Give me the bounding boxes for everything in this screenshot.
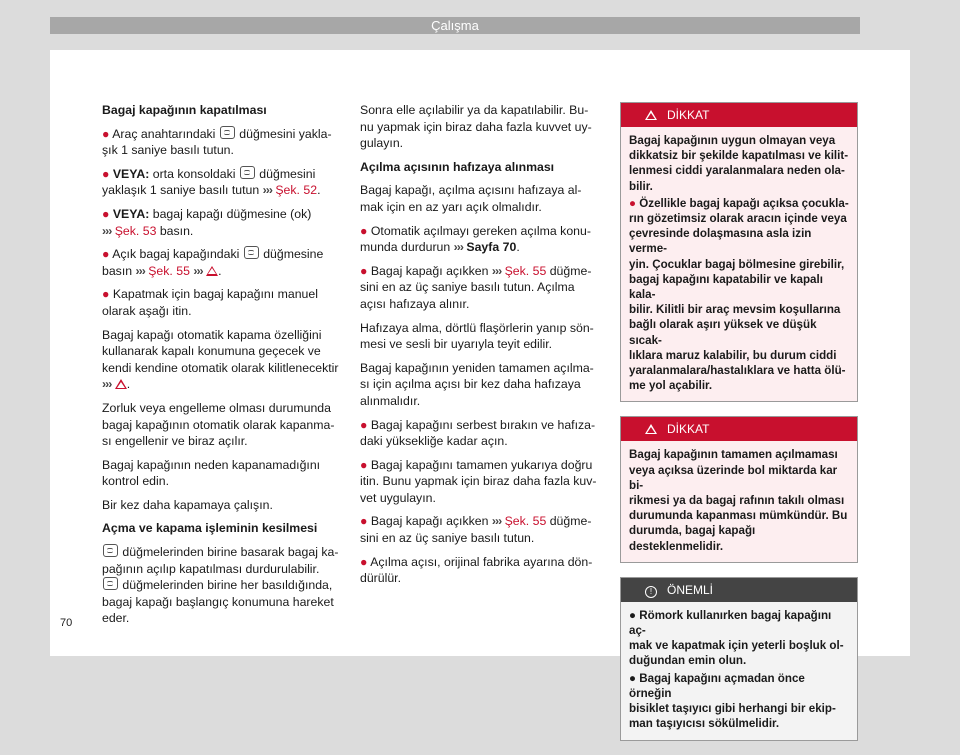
warning-box-header: DİKKAT [621, 417, 857, 441]
warning-box [620, 416, 858, 562]
paragraph: Bagaj kapağının neden kapanamadığını kontrol edin. [102, 457, 321, 489]
figure-link[interactable]: Şek. 55 [504, 263, 547, 278]
paragraph: Hafızaya alma, dörtlü flaşörlerin yanıp sön- mesi ve sesli bir uyarıyla teyit edilir. [360, 320, 594, 352]
paragraph: Bagaj kapağı, açılma açısını hafızaya al- mak için en az yarı açık olmalıdır. [360, 183, 582, 214]
tailgate-button-icon [220, 126, 235, 139]
list-item: ● VEYA: bagaj kapağı düğmesine (ok) ››› Şek. 53 basın. [102, 206, 312, 238]
section-heading: Açma ve kapama işleminin kesilmesi [102, 521, 318, 536]
paragraph: düğmelerinden birine basarak bagaj ka- pağının açılıp kapatılması durdurulabilir. düğmelerinden birine her basıldığında, bagaj kapağı başlangıç konumuna hareket eder. [102, 545, 339, 626]
warning-text: Bagaj kapağının uygun olmayan veya dikkatsiz bir şekilde kapatılması ve kilit- lenmesi ciddi yaralanmalara neden ola- bilir. [629, 134, 849, 193]
list-item: ● VEYA: orta konsoldaki düğmesini yaklaşık 1 saniye basılı tutun ››› Şek. 52. [102, 166, 321, 198]
warning-text: Bagaj kapağının tamamen açılmaması veya açıksa üzerinde bol miktarda kar bi- rikmesi ya da bagaj rafının takılı olması durumunda kapanması mümkündür. Bu durumda, bagaj kapağı desteklenmelidir. [629, 448, 848, 553]
list-item: ● Araç anahtarındaki düğmesini yakla- şık 1 saniye basılı tutun. [102, 126, 332, 158]
list-item: ● Bagaj kapağını açmadan önce örneğin bisiklet taşıyıcı gibi herhangi bir ekip- man taşıyıcısı sökülmelidir. [629, 671, 836, 731]
list-item: ● Otomatik açılmayı gereken açılma konu- munda durdurun ››› Sayfa 70. [360, 223, 591, 255]
warning-box-header: DİKKAT [621, 103, 857, 127]
page-header: Çalışma [50, 17, 860, 34]
paragraph: Zorluk veya engelleme olması durumunda bagaj kapağının otomatik olarak kapanma- sı engellenir ve biraz açılır. [102, 400, 335, 449]
warning-triangle-icon [645, 110, 657, 120]
figure-link[interactable]: Şek. 53 [114, 223, 157, 238]
warning-triangle-icon [645, 424, 657, 434]
figure-link[interactable]: Şek. 55 [504, 514, 547, 529]
page-link[interactable]: Sayfa 70 [466, 240, 517, 255]
paragraph: Bagaj kapağının yeniden tamamen açılma- sı için açılma açısı bir kez daha hafızaya alınmalıdır. [360, 360, 594, 408]
tailgate-button-icon [103, 577, 118, 590]
tailgate-button-icon [244, 246, 259, 259]
info-circle-icon: ! [645, 586, 657, 598]
column-left [102, 102, 348, 627]
figure-link[interactable]: Şek. 52 [275, 183, 318, 198]
section-heading: Bagaj kapağının kapatılması [102, 103, 267, 117]
warning-box [620, 102, 858, 402]
section-heading: Açılma açısının hafızaya alınması [360, 159, 555, 174]
list-item: ● Römork kullanırken bagaj kapağını aç- mak ve kapatmak için yeterli boşluk ol- duğundan emin olun. [629, 608, 844, 668]
list-item: ● Bagaj kapağını tamamen yukarıya doğru itin. Bunu yapmak için biraz daha fazla kuv- vet uygulayın. [360, 457, 597, 505]
page [50, 50, 910, 731]
page-number: 70 [60, 617, 73, 629]
list-item: ● Özellikle bagaj kapağı açıksa çocukla- rın gözetimsiz olarak aracın içinde veya çevresinde dolaşmasına asla izin verme- yin. Çocuklar bagaj bölmesine girebilir, bagaj kapağını kapatabilir ve kapalı kala- bilir. Kilitli bir araç mevsim koşullarına bağlı olarak aşırı yüksek ve düşük sıcak- lıklara maruz kalabilir, bu durum ciddi yaralanmalara/hastalıklara ve hatta ölü- me yol açabilir. [629, 196, 849, 393]
list-item: ● Bagaj kapağı açıkken ››› Şek. 55 düğme- sini en az üç saniye basılı tutun. Açılma açısı hafızaya alınır. [360, 263, 592, 311]
notice-box-header: ! ÖNEMLİ [621, 578, 857, 602]
notice-box [620, 577, 858, 741]
figure-link[interactable]: Şek. 55 [148, 263, 190, 278]
column-right [620, 102, 858, 755]
list-item: ● Açılma açısı, orijinal fabrika ayarına dön- dürülür. [360, 554, 593, 586]
warning-triangle-icon [115, 379, 127, 389]
tailgate-button-icon [240, 166, 255, 179]
list-item: ● Açık bagaj kapağındaki düğmesine basın ››› Şek. 55 ››› . [102, 247, 324, 278]
tailgate-button-icon [103, 544, 118, 557]
paragraph: Bir kez daha kapamaya çalışın. [102, 497, 273, 512]
list-item: ● Bagaj kapağı açıkken ››› Şek. 55 düğme- sini en az üç saniye basılı tutun. [360, 514, 592, 546]
paragraph: Sonra elle açılabilir ya da kapatılabilir. Bu- nu yapmak için biraz daha fazla kuvvet uy- gulayın. [360, 103, 592, 151]
paragraph: Bagaj kapağı otomatik kapama özelliğini kullanarak kapalı konumuna geçecek ve kendi kendine otomatik olarak kilitlenecektir ››› . [102, 327, 339, 392]
list-item: ● Bagaj kapağını serbest bırakın ve hafıza- daki yüksekliğe kadar açın. [360, 417, 596, 449]
warning-triangle-icon [206, 266, 218, 276]
column-middle [360, 102, 606, 594]
list-item: ● Kapatmak için bagaj kapağını manuel olarak aşağı itin. [102, 287, 318, 318]
